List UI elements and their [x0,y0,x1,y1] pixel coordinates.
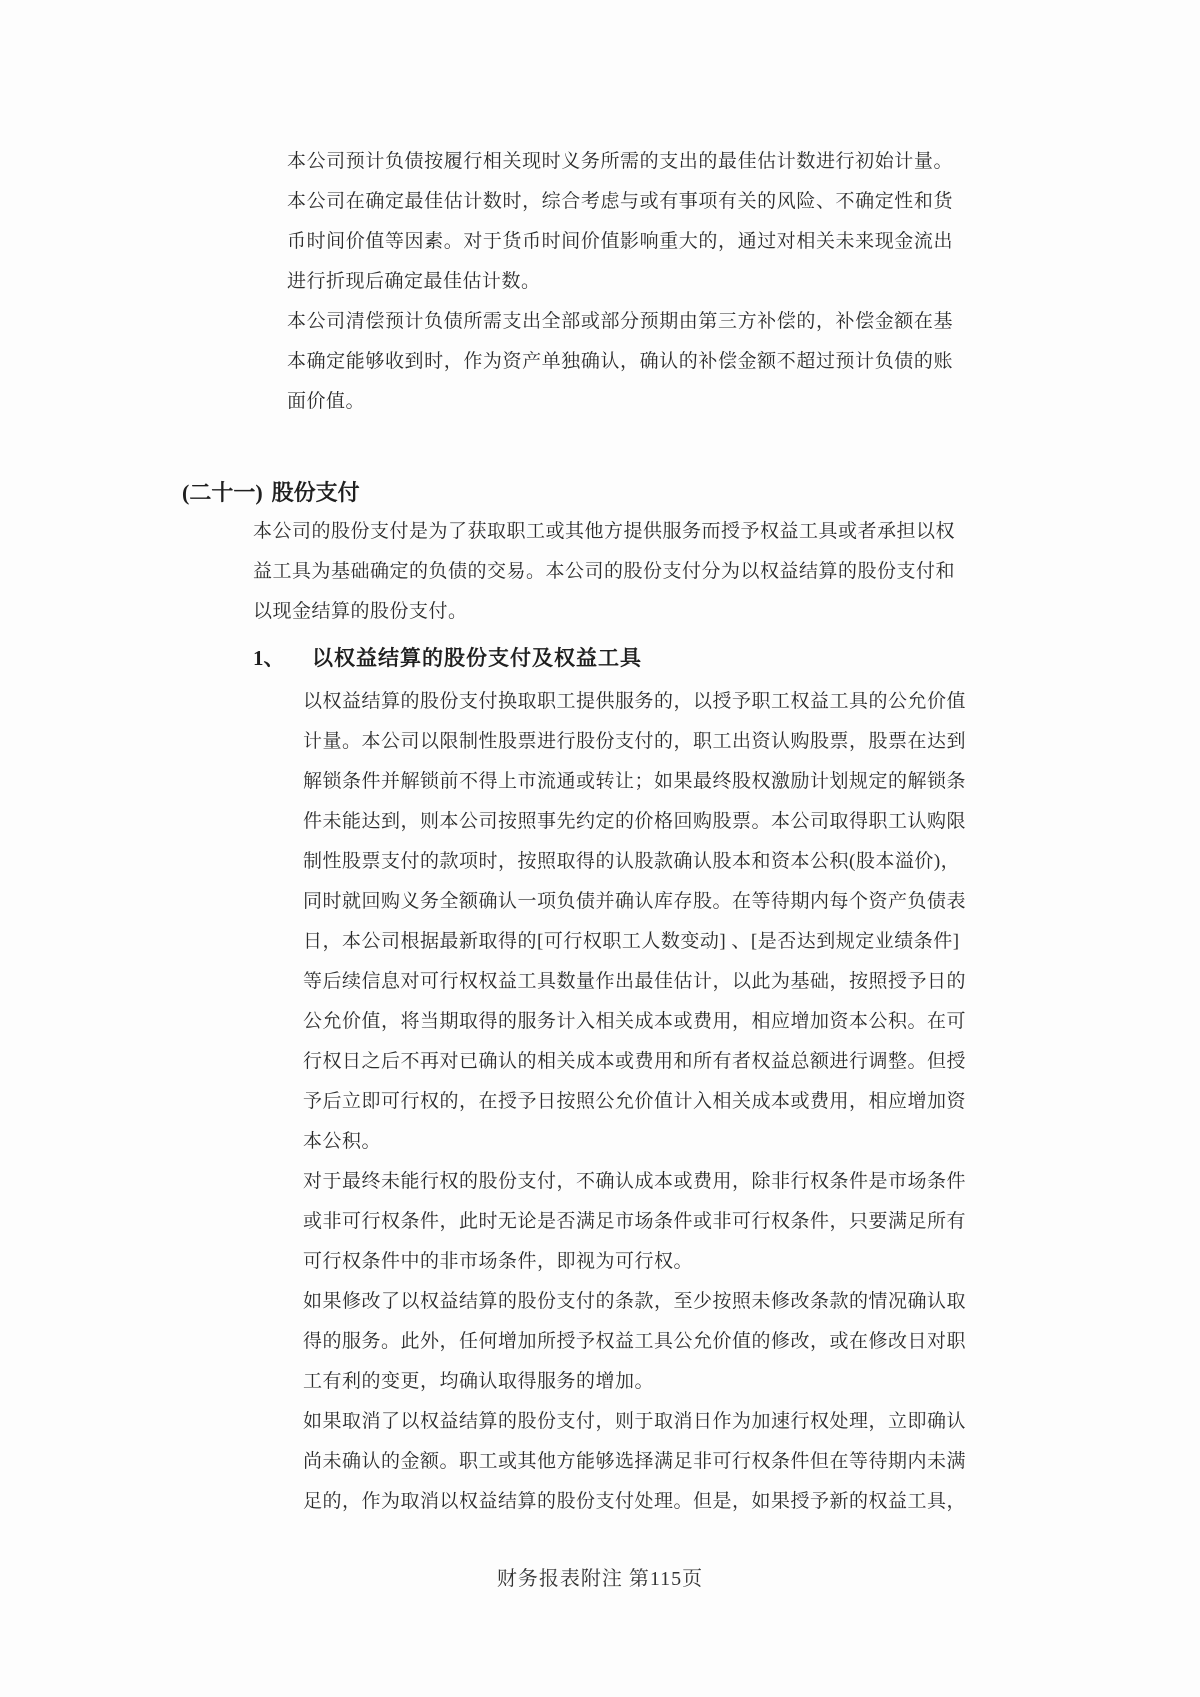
text-line: 如果修改了以权益结算的股份支付的条款，至少按照未修改条款的情况确认取 [303,1291,967,1312]
text-line: 行权日之后不再对已确认的相关成本或费用和所有者权益总额进行调整。但授 [303,1051,967,1072]
para-share-payment-intro [253,512,956,632]
text-line: 可行权条件中的非市场条件，即视为可行权。 [303,1251,694,1272]
text-line: 予后立即可行权的，在授予日按照公允价值计入相关成本或费用，相应增加资 [303,1091,967,1112]
text-line: 制性股票支付的款项时，按照取得的认股款确认股本和资本公积(股本溢价)， [303,851,961,872]
text-line: 本确定能够收到时，作为资产单独确认，确认的补偿金额不超过预计负债的账 [287,351,953,372]
text-line: 面价值。 [287,391,366,412]
text-line: 币时间价值等因素。对于货币时间价值影响重大的，通过对相关未来现金流出 [287,231,953,252]
page-footer: 财务报表附注 第115页 [496,1568,704,1590]
text-line: 以现金结算的股份支付。 [253,601,468,622]
text-line: 得的服务。此外，任何增加所授予权益工具公允价值的修改，或在修改日对职 [303,1331,967,1352]
text-line: 工有利的变更，均确认取得服务的增加。 [303,1371,655,1392]
text-line: 如果取消了以权益结算的股份支付，则于取消日作为加速行权处理，立即确认 [303,1411,967,1432]
para-terms-modification [303,1282,967,1402]
text-line: 本公积。 [303,1131,382,1152]
para-equity-settled-detail [303,682,967,1162]
text-line: 本公司清偿预计负债所需支出全部或部分预期由第三方补偿的，补偿金额在基 [287,311,953,332]
heading-section-21 [182,478,1200,508]
text-line: 日，本公司根据最新取得的[可行权职工人数变动] 、[是否达到规定业绩条件] [303,931,960,952]
text-line: 等后续信息对可行权权益工具数量作出最佳估计，以此为基础，按照授予日的 [303,971,967,992]
text-line: 或非可行权条件，此时无论是否满足市场条件或非可行权条件，只要满足所有 [303,1211,967,1232]
text-line: 尚未确认的金额。职工或其他方能够选择满足非可行权条件但在等待期内未满 [303,1451,967,1472]
text-line: 本公司的股份支付是为了获取职工或其他方提供服务而授予权益工具或者承担以权 [253,521,956,542]
section-title: 股份支付 [271,480,360,505]
text-line: 计量。本公司以限制性股票进行股份支付的，职工出资认购股票，股票在达到 [303,731,967,752]
para-provision-reimbursement [287,302,953,422]
text-line: 益工具为基础确定的负债的交易。本公司的股份支付分为以权益结算的股份支付和 [253,561,956,582]
text-line: 公允价值，将当期取得的服务计入相关成本或费用，相应增加资本公积。在可 [303,1011,967,1032]
text-line: 解锁条件并解锁前不得上市流通或转让；如果最终股权激励计划规定的解锁条 [303,771,967,792]
para-provision-initial-measurement [287,142,953,302]
text-line: 件未能达到，则本公司按照事先约定的价格回购股票。本公司取得职工认购限 [303,811,967,832]
subsection-title: 以权益结算的股份支付及权益工具 [312,646,642,670]
text-line: 以权益结算的股份支付换取职工提供服务的，以授予职工权益工具的公允价值 [303,691,967,712]
text-line: 本公司预计负债按履行相关现时义务所需的支出的最佳估计数进行初始计量。 [287,151,953,172]
subheading-equity-settled [253,643,1200,673]
para-vesting-failure [303,1162,967,1282]
subsection-number: 1、 [253,646,285,670]
document-body [0,142,1200,1522]
section-number: (二十一) [182,480,263,505]
text-line: 足的，作为取消以权益结算的股份支付处理。但是，如果授予新的权益工具， [303,1491,967,1512]
text-line: 进行折现后确定最佳估计数。 [287,271,541,292]
text-line: 同时就回购义务全额确认一项负债并确认库存股。在等待期内每个资产负债表 [303,891,967,912]
text-line: 本公司在确定最佳估计数时，综合考虑与或有事项有关的风险、不确定性和货 [287,191,953,212]
text-line: 对于最终未能行权的股份支付，不确认成本或费用，除非行权条件是市场条件 [303,1171,967,1192]
para-cancellation [303,1402,967,1522]
